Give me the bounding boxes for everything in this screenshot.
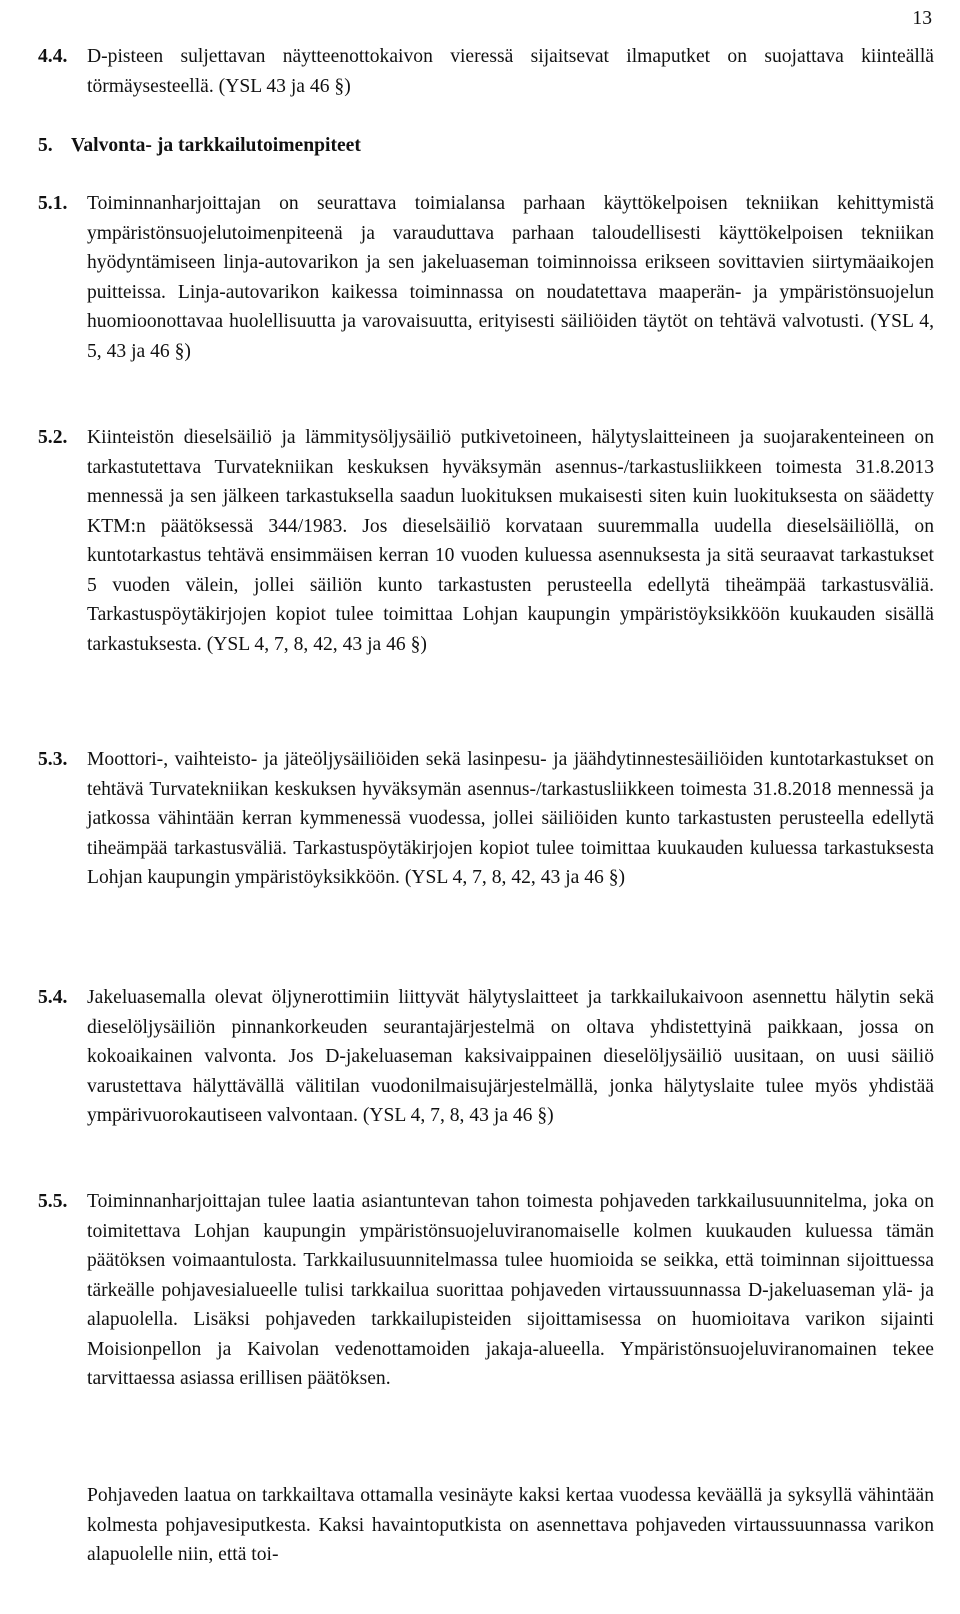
page-number: 13 xyxy=(912,8,932,29)
section-heading-5 xyxy=(38,131,361,161)
section-text: D-pisteen suljettavan näytteenottokaivon vieressä sijaitsevat ilmaputket on suojattava kiinteällä törmäysesteellä. (YSL 43 ja 46 §) xyxy=(87,46,934,97)
section-number: 5.1. xyxy=(38,193,68,214)
section-text: Toiminnanharjoittajan on seurattava toimialansa parhaan käyttökelpoisen tekniikan kehittymistä ympäristönsuojelutoimenpiteenä ja varauduttava parhaan taloudellisesti käyttökelpoisen tekniikan hyödyntämiseen linja-autovarikon ja sen jakeluaseman toiminnoissa erikseen sovittavien siirtymäaikojen puitteissa. Linja-autovarikon kaikessa toiminnassa on noudatettava maaperän- ja ympäristönsuojelun huomioonottavaa huolellisuutta ja varovaisuutta, erityisesti säiliöiden täytöt on tehtävä valvotusti. (YSL 4, 5, 43 ja 46 §) xyxy=(87,193,934,362)
section-number: 5.2. xyxy=(38,427,68,448)
heading-title: Valvonta- ja tarkkailutoimenpiteet xyxy=(71,135,361,156)
section-text: Toiminnanharjoittajan tulee laatia asiantuntevan tahon toimesta pohjaveden tarkkailusuunnitelma, joka on toimitettava Lohjan kaupungin ympäristönsuojeluviranomaiselle kolmen kuukauden kuluessa tämän päätöksen voimaantulosta. Tarkkailusuunnitelmassa tulee huomioida se seikka, että toiminnan sijoittuessa tärkeälle pohjavesialueelle tulisi tarkkailua suorittaa pohjaveden virtaussuunnassa D-jakeluaseman ylä- ja alapuolella. Lisäksi pohjaveden tarkkailupisteiden sijoittamisessa on huomioitava varikon sijainti Moisionpellon ja Kaivolan vedenottamoiden jakaja-alueella. Ympäristönsuojeluviranomainen tekee tarvittaessa asiassa erillisen päätöksen. xyxy=(87,1191,934,1389)
section-5-2 xyxy=(38,423,934,659)
section-5-1 xyxy=(38,189,934,366)
section-4-4 xyxy=(38,42,934,101)
section-number: 4.4. xyxy=(38,46,68,67)
section-number: 5.4. xyxy=(38,987,68,1008)
section-5-3 xyxy=(38,745,934,893)
section-number: 5.5. xyxy=(38,1191,68,1212)
section-text: Jakeluasemalla olevat öljynerottimiin liittyvät hälytyslaitteet ja tarkkailukaivoon asennettu hälytin sekä dieselöljysäiliön pinnankorkeuden seurantajärjestelmä on oltava yhdistettyinä paikkaan, jossa on kokoaikainen valvonta. Jos D-jakeluaseman kaksivaippainen dieselöljysäiliö uusitaan, on uusi säiliö varustettava hälyttävällä välitilan vuodonilmaisujärjestelmällä, jonka hälytyslaite tulee myös yhdistää ympärivuorokautiseen valvontaan. (YSL 4, 7, 8, 43 ja 46 §) xyxy=(87,987,934,1126)
section-5-4 xyxy=(38,983,934,1131)
section-text: Moottori-, vaihteisto- ja jäteöljysäiliöiden sekä lasinpesu- ja jäähdytinnestesäiliöiden kuntotarkastukset on tehtävä Turvatekniikan keskuksen hyväksymän asennus-/tarkastusliikkeen toimesta 31.8.2018 mennessä ja jatkossa vähintään kerran kymmenessä vuodessa, jollei säiliöiden kunto tarkastusten perusteella edellytä tiheämpää tarkastusväliä. Tarkastuspöytäkirjojen kopiot tulee toimittaa kuukauden kuluessa tarkastuksesta Lohjan kaupungin ympäristöyksikköön. (YSL 4, 7, 8, 42, 43 ja 46 §) xyxy=(87,749,934,888)
section-text: Kiinteistön dieselsäiliö ja lämmitysöljysäiliö putkivetoineen, hälytyslaitteineen ja suojarakenteineen on tarkastutettava Turvatekniikan keskuksen hyväksymän asennus-/tarkastusliikkeen toimesta 31.8.2013 mennessä ja sen jälkeen tarkastuksella saadun luokituksen mukaisesti siten kuin luokituksesta on säädetty KTM:n päätöksessä 344/1983. Jos dieselsäiliö korvataan suuremmalla uudella dieselsäiliöllä, on kuntotarkastus tehtävä ensimmäisen kerran 10 vuoden kuluessa asennuksesta ja sitä seuraavat tarkastukset 5 vuoden välein, jollei säiliön kunto tarkastusten perusteella edellytä tiheämpää tarkastusväliä. Tarkastuspöytäkirjojen kopiot tulee toimittaa Lohjan kaupungin ympäristöyksikköön kuukauden sisällä tarkastuksesta. (YSL 4, 7, 8, 42, 43 ja 46 §) xyxy=(87,427,934,655)
heading-number: 5. xyxy=(38,135,53,156)
section-number: 5.3. xyxy=(38,749,68,770)
paragraph-groundwater-sampling: Pohjaveden laatua on tarkkailtava ottamalla vesinäyte kaksi kertaa vuodessa keväällä ja syksyllä vähintään kolmesta pohjavesiputkesta. Kaksi havaintoputkista on asennettava pohjaveden virtaussuunnassa varikon alapuolelle niin, että toi- xyxy=(87,1485,934,1565)
section-5-5 xyxy=(38,1187,934,1394)
